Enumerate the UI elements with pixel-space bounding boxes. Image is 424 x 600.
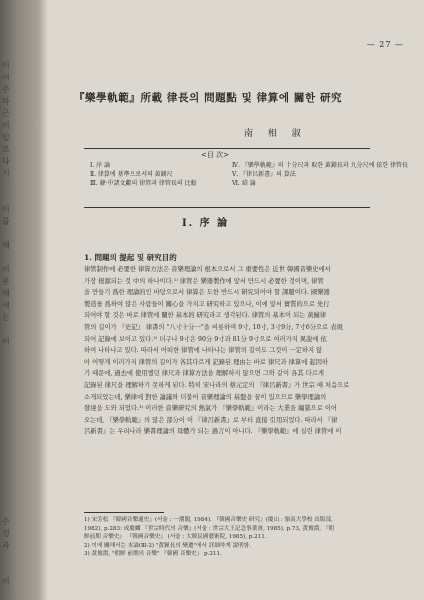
prev-page-glyph (2, 444, 32, 456)
prev-page-glyph (2, 360, 32, 372)
footnote: 2) 이에 關해서는 本論(Ⅲ-2) "黃鐘長의 變遷"에서 詳細하게 說明함. (84, 542, 251, 549)
toc-item: Ⅲ. 韓·中諸文獻의 律管과 律管長의 比較 (90, 180, 197, 187)
prev-page-glyph (2, 468, 32, 480)
body-line: 律管制作에 必要한 律算方法은 音樂理論의 根本으로서 그 重要性은 近世 韓國音樂史에서 (84, 266, 331, 273)
prev-page-glyph: 과 (2, 541, 10, 550)
footnote: 1) 宋芳松 『韓國音樂通史』(서울 : 一潮閣, 1984). 『韓國音樂史 研究』(慶山 : 嶺南大學校 出版部, (84, 517, 333, 523)
prev-page-glyph: 해 (2, 241, 10, 250)
body-line: 管의 길이가 『史記』 律書의 "八寸十分一"을 비롯하여 9寸, 10寸, 3寸9分, 7寸6分으로 表現 (84, 323, 343, 331)
prev-page-glyph (2, 192, 32, 204)
body-line: 가장 根源되는 것 中의 하나이다.¹⁾ 律管은 樂器製作에 앞서 만드시 必要한 것이며, 律管 (84, 277, 324, 285)
prev-page-glyph (2, 180, 32, 192)
prev-page-glyph: 를 (2, 217, 10, 226)
footnote: 鮮前期 音樂史』 『韓國音樂史』 (서울 : 大韓民國藝術院, 1985), p.211. (84, 534, 267, 541)
footnote-divider (84, 512, 164, 513)
prev-page-glyph: 근 (2, 109, 10, 118)
body-line: 되어 記錄에 보이고 있다.²⁾ 더구나 9寸은 90分 9寸과 81分 9寸으로 여러가지 異說에 依 (84, 335, 327, 343)
toc-item: Ⅱ. 律算에 基準으로서의 黃鐘尺 (90, 171, 173, 178)
paper-title: 『樂學軌範』所載 律長의 問題點 및 律算에 關한 研究 (73, 92, 343, 104)
section-heading: Ⅰ. 序 論 (182, 218, 230, 229)
prev-page-glyph: 이 (2, 205, 10, 214)
page-fold-shadow (38, 0, 48, 600)
prev-page-glyph: 여 (2, 73, 10, 82)
prev-page-glyph (2, 456, 32, 468)
body-line: 아 어떻게 이러가지 律管의 길이가 各其다르게 記錄된 理由는 바로 律尺과 律算에 起因하 (84, 358, 328, 366)
prev-page-glyph (2, 228, 32, 240)
prev-page-glyph: 용 (2, 277, 10, 286)
footnote: 3) 黃俊淵, "朝鮮 前期의 音樂" 『韓國 音樂史』 p.211. (84, 551, 222, 558)
prev-page-glyph (2, 396, 32, 408)
prev-page-glyph (2, 552, 32, 564)
prev-page-glyph (2, 384, 32, 396)
prev-page-glyph: 다 (2, 157, 10, 166)
prev-page-glyph (2, 252, 32, 264)
toc-left-column (90, 161, 220, 188)
body-line: 發達을 도와 되었다.³⁾ 이러한 音樂研究의 熱氣가 『樂學軌範』이라는 大業을 編纂으로 이어 (84, 405, 338, 413)
prev-page-glyph: 세 (2, 301, 10, 310)
body-line: 소개되었는데, 樂律에 對한 論議와 더불어 音樂理論의 基盤을 꿈이 있으므로 樂學理論의 (84, 393, 327, 401)
prev-page-glyph: 매 (2, 289, 10, 298)
prev-page-glyph: 이 (2, 577, 10, 586)
prev-page-glyph (2, 372, 32, 384)
prev-page-glyph: 로 (2, 145, 10, 154)
sub-heading: 1. 問題의 提起 및 研究目的 (84, 253, 177, 262)
prev-page-glyph (2, 420, 32, 432)
body-line: 記錄된 律尺을 理解하기 못하게 된다. 特히 宋나라의 蔡元定의 『律呂新書』가 世宗 때 처음으로 (84, 381, 350, 389)
prev-page-glyph: 이 (2, 265, 10, 274)
prev-page-glyph (2, 324, 32, 336)
footnotes (84, 516, 376, 559)
footnote: 1982), p.283: 成慶麟 『世宗時代의 音樂』(서울 : 世宗大王記念事業會, 1985), p.73, 黃俊淵, 『朝 (84, 525, 335, 532)
prev-page-glyph: 일 (2, 133, 10, 142)
prev-page-glyph: 수 (2, 517, 10, 526)
body-line: 하여 나타나고 있다. 따라서 어떠한 律管에 나타나는 律管의 길이도 그것이 一定하지 않 (84, 347, 323, 355)
prev-page-glyph: 기 (2, 169, 10, 178)
prev-page-glyph (2, 432, 32, 444)
author-name: 南 相 淑 (244, 129, 307, 139)
prev-page-glyph: 하 (2, 97, 10, 106)
prev-page-glyph (2, 504, 32, 516)
prev-page-glyph (2, 348, 32, 360)
body-line: 을 만들기 爲한 理論的인 바탕으로서 律算은 도한 반드시 研究되어야 할 課題이다. 國樂器 (84, 289, 330, 297)
prev-page-glyph: 어 (2, 337, 10, 346)
toc-item: Ⅳ. 『樂學軌範』의 十分尺과 取한 黃鐘長과 九分尺에 依한 律管長 (232, 162, 409, 169)
toc-label: <目 次> (198, 150, 232, 160)
body-line: 기 때문에, 過去에 使用했던 律尺과 律算方法을 理解하지 않으면 그와 같이 各其 다르게 (84, 370, 324, 378)
toc-item: Ⅴ. 『律呂新書』의 算法 (232, 171, 296, 178)
toc-right-column (232, 161, 409, 188)
prev-page-glyph: 이 (2, 121, 10, 130)
body-line: 製造를 爲하여 많은 사람들이 關心을 가지고 研究하고 있으나, 이에 앞서 實質的으로 先行 (84, 300, 330, 308)
prev-page-glyph (2, 564, 32, 576)
body-line: 되어야 할 것은 바로 律管에 關한 基本的 研究라고 생각된다. 律管의 基本이 되는 黃鐘律 (84, 312, 327, 320)
toc-item: Ⅰ. 序 論 (90, 162, 111, 169)
body-text (84, 264, 376, 438)
body-line: 오는데, 『樂學軌範』의 많은 部分이 이 『律呂新書』로 부터 直接 引用되었다. 따라서 『律 (84, 416, 338, 424)
body-line: 呂新書』는 우리나라 樂書理論의 母體가 되는 過言이 아니다. 『樂學軌範』에 실린 律管에 이 (84, 428, 342, 436)
previous-page-fragment (2, 60, 32, 586)
prev-page-glyph: 주 (2, 85, 10, 94)
prev-page-glyph (2, 492, 32, 504)
prev-page-glyph: 정 (2, 529, 10, 538)
prev-page-glyph: 는 (2, 313, 10, 322)
page-number: — 27 — (366, 40, 404, 49)
prev-page-glyph (2, 408, 32, 420)
toc-item: Ⅵ. 結 論 (232, 180, 256, 187)
prev-page-glyph: 이 (2, 61, 10, 70)
prev-page-glyph (2, 480, 32, 492)
